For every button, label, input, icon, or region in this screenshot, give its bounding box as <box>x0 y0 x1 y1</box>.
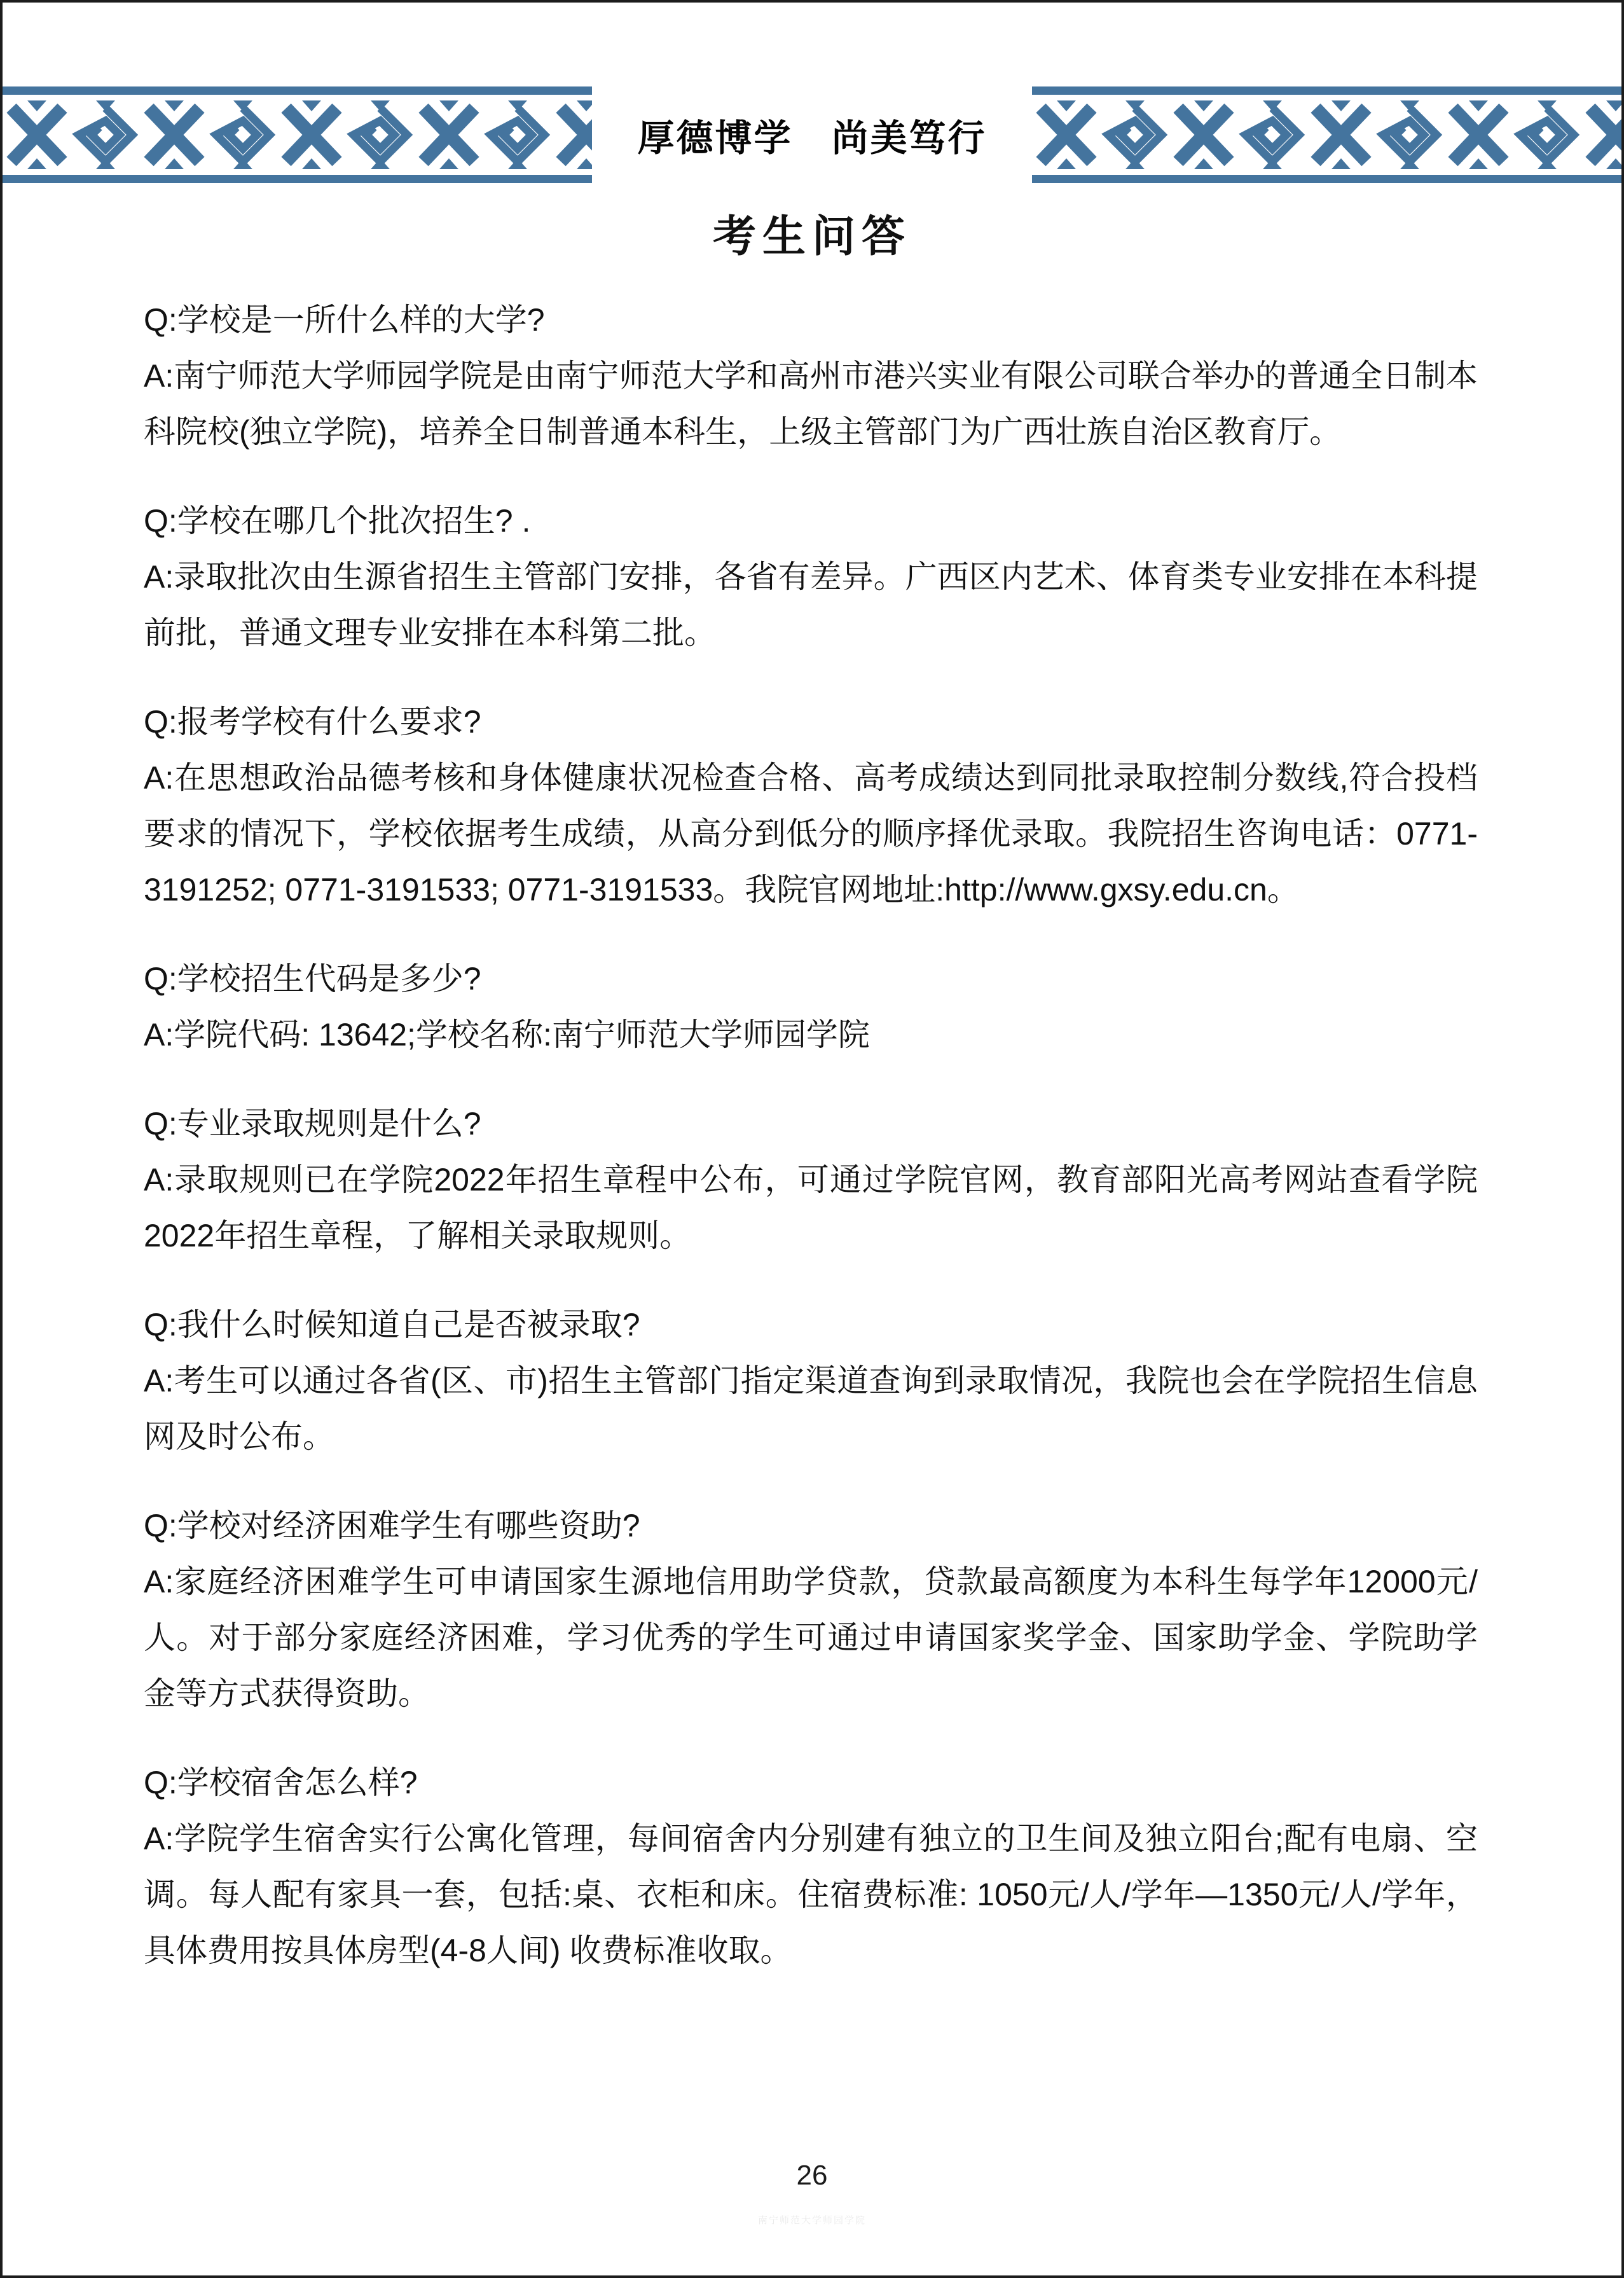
header-band <box>3 86 1621 183</box>
qa-question: Q:学校是一所什么样的大学? <box>144 302 545 338</box>
qa-question: Q:学校对经济困难学生有哪些资助? <box>144 1508 640 1543</box>
qa-answer: A:家庭经济困难学生可申请国家生源地信用助学贷款，贷款最高额度为本科生每学年12000元/人。对于部分家庭经济困难，学习优秀的学生可通过申请国家奖学金、国家助学金、学院助学金等方式获得资助。 <box>144 1564 1478 1711</box>
qa-answer: A:学院代码: 13642;学校名称:南宁师范大学师园学院 <box>144 1017 870 1053</box>
qa-block <box>144 493 1478 661</box>
band-bar-bottom-left <box>3 175 592 183</box>
qa-question: Q:我什么时候知道自己是否被录取? <box>144 1307 640 1343</box>
header-slogan-area <box>592 86 1032 183</box>
qa-block <box>144 694 1478 918</box>
footer-watermark: 南宁师范大学师园学院 <box>757 2215 866 2226</box>
qa-question: Q:学校在哪几个批次招生? . <box>144 503 531 539</box>
qa-block <box>144 951 1478 1063</box>
page-number: 26 <box>796 2160 828 2191</box>
qa-block <box>144 1755 1478 1978</box>
qa-list <box>144 292 1478 1978</box>
band-bar-bottom-right <box>1032 175 1621 183</box>
qa-question: Q:学校招生代码是多少? <box>144 961 481 997</box>
band-bar-top-left <box>3 86 592 95</box>
qa-answer: A:在思想政治品德考核和身体健康状况检查合格、高考成绩达到同批录取控制分数线,符合投档要求的情况下，学校依据考生成绩，从高分到低分的顺序择优录取。我院招生咨询电话：0771-3191252; 0771-3191533; 0771-3191533。我院官网地址:http://www.gxsy.edu.cn。 <box>144 760 1478 908</box>
qa-answer: A:录取批次由生源省招生主管部门安排，各省有差异。广西区内艺术、体育类专业安排在本科提前批，普通文理专业安排在本科第二批。 <box>144 559 1478 651</box>
qa-question: Q:专业录取规则是什么? <box>144 1106 481 1142</box>
qa-block <box>144 1297 1478 1465</box>
header-band-left <box>3 86 592 183</box>
qa-block <box>144 292 1478 460</box>
band-bar-top-right <box>1032 86 1621 95</box>
header-band-right <box>1032 86 1621 183</box>
qa-block <box>144 1096 1478 1264</box>
qa-answer: A:学院学生宿舍实行公寓化管理，每间宿舍内分别建有独立的卫生间及独立阳台;配有电扇、空调。每人配有家具一套，包括:桌、衣柜和床。住宿费标准: 1050元/人/学年—1350元/人/学年，具体费用按具体房型(4-8人间) 收费标准收取。 <box>144 1821 1478 1968</box>
qa-question: Q:报考学校有什么要求? <box>144 704 481 740</box>
qa-answer: A:录取规则已在学院2022年招生章程中公布，可通过学院官网，教育部阳光高考网站查看学院2022年招生章程，了解相关录取规则。 <box>144 1162 1478 1253</box>
page-title: 考生问答 <box>712 212 911 261</box>
zhuang-pattern-left-icon <box>3 100 592 169</box>
qa-answer: A:考生可以通过各省(区、市)招生主管部门指定渠道查询到录取情况，我院也会在学院招生信息网及时公布。 <box>144 1363 1478 1454</box>
qa-question: Q:学校宿舍怎么样? <box>144 1765 418 1800</box>
qa-answer: A:南宁师范大学师园学院是由南宁师范大学和高州市港兴实业有限公司联合举办的普通全日制本科院校(独立学院)，培养全日制普通本科生，上级主管部门为广西壮族自治区教育厅。 <box>144 358 1478 450</box>
school-motto: 厚德博学 尚美笃行 <box>637 118 987 159</box>
zhuang-pattern-right-icon <box>1032 100 1621 169</box>
qa-block <box>144 1498 1478 1722</box>
